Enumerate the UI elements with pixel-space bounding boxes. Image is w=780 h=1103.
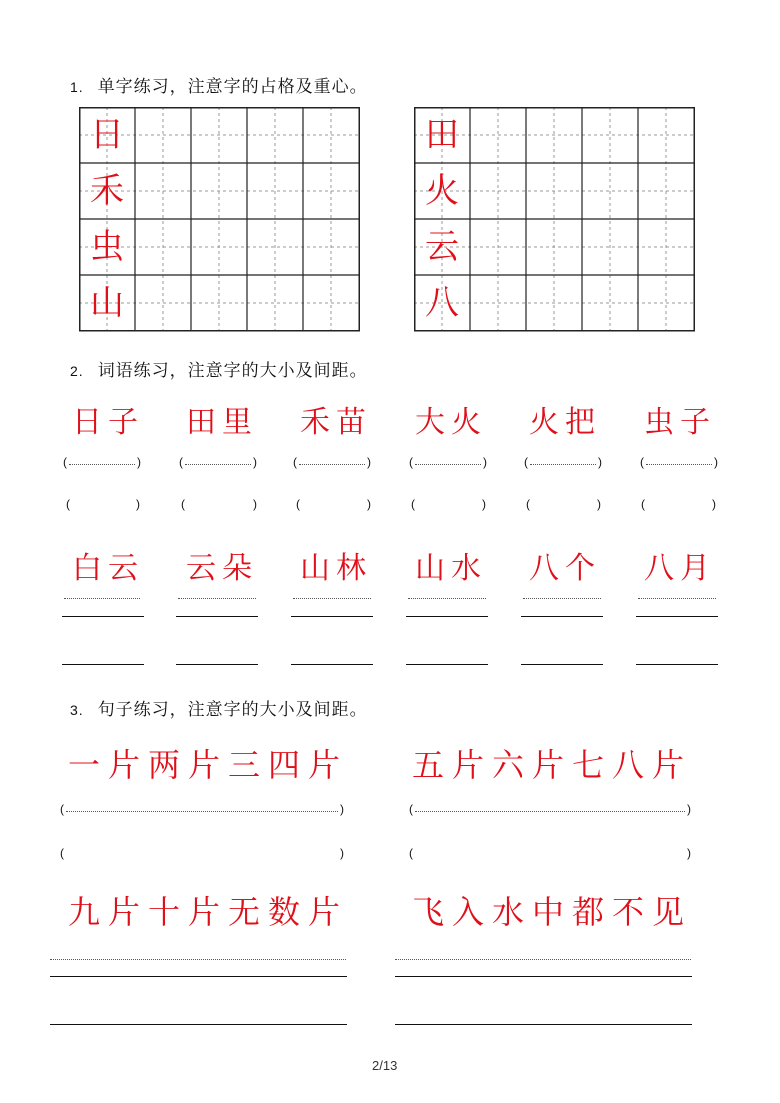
- grid-char: 八: [425, 283, 459, 323]
- sentence: 飞入水中都不见: [412, 893, 693, 931]
- grid-char: 虫: [90, 227, 124, 267]
- word: 禾苗: [300, 405, 372, 440]
- sentence: 五片六片七八片: [412, 746, 693, 784]
- word: 白云: [72, 551, 144, 586]
- grid-char: 田: [425, 115, 459, 155]
- word: 八个: [529, 551, 601, 586]
- word: 云朵: [186, 551, 258, 586]
- left-grid-chars: [79, 107, 135, 331]
- page-number: 2/13: [372, 1058, 398, 1073]
- answer-blank[interactable]: ( ): [526, 497, 601, 511]
- writing-line[interactable]: [176, 664, 258, 665]
- sentence: 九片十片无数片: [68, 893, 349, 931]
- writing-line[interactable]: [395, 976, 692, 977]
- pinyin-blank[interactable]: ( ): [63, 455, 141, 469]
- grid-char: 禾: [90, 171, 124, 211]
- answer-blank[interactable]: ( ): [296, 497, 371, 511]
- writing-line[interactable]: [395, 1024, 692, 1025]
- writing-line[interactable]: [406, 664, 488, 665]
- answer-blank[interactable]: ( ): [411, 497, 486, 511]
- writing-line[interactable]: [291, 616, 373, 617]
- word: 日子: [72, 405, 144, 440]
- pinyin-blank[interactable]: ( ): [179, 455, 257, 469]
- writing-line[interactable]: [636, 664, 718, 665]
- answer-blank[interactable]: ( ): [66, 497, 140, 511]
- pinyin-blank[interactable]: ( ): [640, 455, 718, 469]
- writing-line[interactable]: [62, 616, 144, 617]
- pinyin-blank[interactable]: ( ): [409, 802, 691, 816]
- writing-line[interactable]: [521, 664, 603, 665]
- writing-line[interactable]: [406, 616, 488, 617]
- grid-char: 日: [90, 115, 124, 155]
- dotted-guide-line: [50, 959, 346, 960]
- dotted-guide-line: [293, 598, 371, 599]
- section3-title: 句子练习，注意字的大小及间距。: [97, 700, 368, 720]
- dotted-guide-line: [64, 598, 140, 599]
- section3-number: 3.: [70, 702, 84, 718]
- dotted-guide-line: [638, 598, 716, 599]
- word: 山林: [300, 551, 372, 586]
- writing-line[interactable]: [62, 664, 144, 665]
- word: 大火: [415, 405, 487, 440]
- writing-line[interactable]: [50, 976, 347, 977]
- answer-blank[interactable]: ( ): [181, 497, 257, 511]
- grid-char: 山: [90, 283, 124, 323]
- dotted-guide-line: [178, 598, 256, 599]
- writing-line[interactable]: [50, 1024, 347, 1025]
- pinyin-blank[interactable]: ( ): [293, 455, 371, 469]
- pinyin-blank[interactable]: ( ): [524, 455, 602, 469]
- section1-heading: [70, 72, 368, 97]
- answer-blank[interactable]: ( ): [60, 846, 344, 860]
- writing-line[interactable]: [291, 664, 373, 665]
- dotted-guide-line: [523, 598, 601, 599]
- section3-heading: [70, 695, 368, 720]
- answer-blank[interactable]: ( ): [641, 497, 716, 511]
- section1-number: 1.: [70, 79, 84, 95]
- word: 虫子: [644, 405, 716, 440]
- section1-title: 单字练习，注意字的占格及重心。: [97, 77, 368, 97]
- dotted-guide-line: [395, 959, 691, 960]
- section2-heading: [70, 356, 368, 381]
- sentence: 一片两片三四片: [68, 746, 349, 784]
- right-grid-chars: [414, 107, 470, 331]
- answer-blank[interactable]: ( ): [409, 846, 691, 860]
- word: 山水: [415, 551, 487, 586]
- grid-char: 云: [425, 227, 459, 267]
- pinyin-blank[interactable]: ( ): [60, 802, 344, 816]
- section2-number: 2.: [70, 363, 84, 379]
- grid-char: 火: [425, 171, 459, 211]
- word: 火把: [529, 405, 601, 440]
- word: 田里: [186, 405, 258, 440]
- dotted-guide-line: [408, 598, 486, 599]
- word: 八月: [644, 551, 716, 586]
- pinyin-blank[interactable]: ( ): [409, 455, 487, 469]
- section2-title: 词语练习，注意字的大小及间距。: [97, 361, 368, 381]
- writing-line[interactable]: [636, 616, 718, 617]
- writing-line[interactable]: [521, 616, 603, 617]
- writing-line[interactable]: [176, 616, 258, 617]
